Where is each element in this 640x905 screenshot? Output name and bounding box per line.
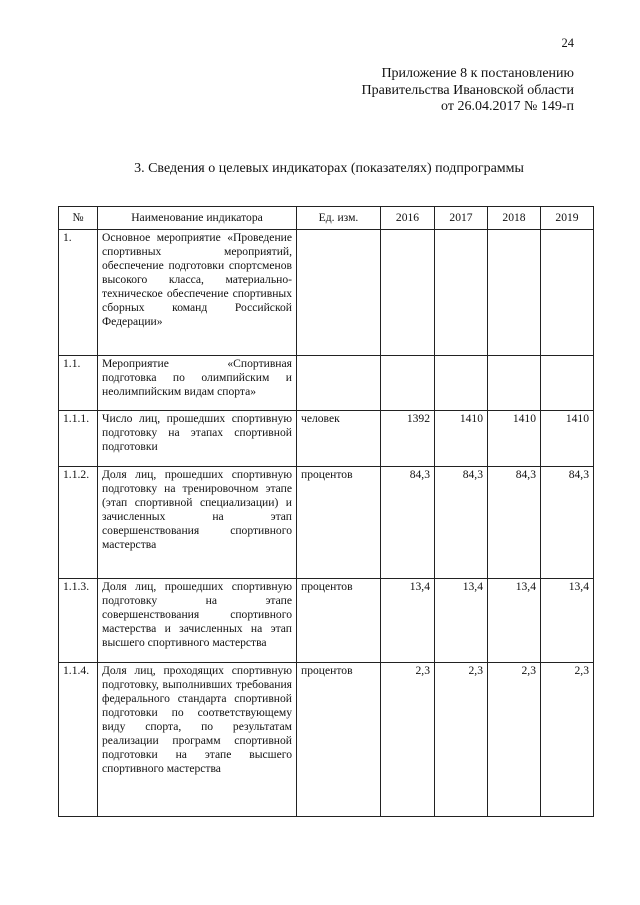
table-header-row: [59, 207, 594, 230]
value-2017: 13,4: [435, 579, 488, 663]
table-row: [59, 411, 594, 467]
value-2016: 2,3: [381, 663, 435, 817]
row-number: 1.1.1.: [59, 411, 98, 467]
unit-cell: человек: [297, 411, 381, 467]
table-row: [59, 467, 594, 579]
value-2016: 13,4: [381, 579, 435, 663]
indicators-table: [58, 206, 594, 817]
table-row: [59, 663, 594, 817]
value-2016: [381, 230, 435, 356]
value-2019: 2,3: [541, 663, 594, 817]
header-unit: Ед. изм.: [297, 207, 381, 230]
value-2018: 2,3: [488, 663, 541, 817]
page-number: 24: [561, 36, 574, 50]
unit-cell: [297, 230, 381, 356]
value-2019: 13,4: [541, 579, 594, 663]
value-2016: 84,3: [381, 467, 435, 579]
value-2016: 1392: [381, 411, 435, 467]
header-year-2017: 2017: [435, 207, 488, 230]
header-year-2016: 2016: [381, 207, 435, 230]
appendix-line-2: Правительства Ивановской области: [361, 82, 574, 98]
appendix-reference: [274, 66, 574, 116]
appendix-line-3: от 26.04.2017 № 149-п: [441, 99, 574, 114]
value-2019: 1410: [541, 411, 594, 467]
header-year-2018: 2018: [488, 207, 541, 230]
unit-cell: [297, 356, 381, 411]
indicator-name: Доля лиц, прошедших спортивную подготовку на тренировочном этапе (этап спортивной специализации) и зачисленных на этап совершенствования спортивного мастерства: [98, 467, 297, 579]
row-number: 1.1.: [59, 356, 98, 411]
table-row: [59, 230, 594, 356]
value-2018: [488, 356, 541, 411]
header-number: №: [59, 207, 98, 230]
row-number: 1.1.3.: [59, 579, 98, 663]
appendix-line-1: Приложение 8 к постановлению: [381, 66, 574, 81]
value-2019: 84,3: [541, 467, 594, 579]
unit-cell: процентов: [297, 467, 381, 579]
row-number: 1.: [59, 230, 98, 356]
indicator-name: Доля лиц, проходящих спортивную подготовку, выполнивших требования федерального стандарта спортивной подготовки по соответствующему виду спорта, по результатам реализации программ спортивной подготовки на этапе высшего спортивного мастерства: [98, 663, 297, 817]
value-2017: [435, 230, 488, 356]
value-2018: 1410: [488, 411, 541, 467]
row-number: 1.1.2.: [59, 467, 98, 579]
table-row: [59, 579, 594, 663]
unit-cell: процентов: [297, 579, 381, 663]
unit-cell: процентов: [297, 663, 381, 817]
header-indicator-name: Наименование индикатора: [98, 207, 297, 230]
indicator-name: Число лиц, прошедших спортивную подготовку на этапах спортивной подготовки: [98, 411, 297, 467]
indicator-name: Мероприятие «Спортивная подготовка по олимпийским и неолимпийским видам спорта»: [98, 356, 297, 411]
row-number: 1.1.4.: [59, 663, 98, 817]
value-2019: [541, 230, 594, 356]
value-2017: 84,3: [435, 467, 488, 579]
value-2019: [541, 356, 594, 411]
value-2018: [488, 230, 541, 356]
value-2017: [435, 356, 488, 411]
value-2016: [381, 356, 435, 411]
header-year-2019: 2019: [541, 207, 594, 230]
indicator-name: Доля лиц, прошедших спортивную подготовку на этапе совершенствования спортивного мастерства и зачисленных на этап высшего спортивного мастерства: [98, 579, 297, 663]
value-2018: 13,4: [488, 579, 541, 663]
table-row: [59, 356, 594, 411]
value-2018: 84,3: [488, 467, 541, 579]
value-2017: 1410: [435, 411, 488, 467]
indicator-name: Основное мероприятие «Проведение спортивных мероприятий, обеспечение подготовки спортсменов высокого класса, материально-техническое обеспечение спортивных сборных команд Российской Федерации»: [98, 230, 297, 356]
section-title: 3. Сведения о целевых индикаторах (показателях) подпрограммы: [134, 161, 524, 176]
value-2017: 2,3: [435, 663, 488, 817]
